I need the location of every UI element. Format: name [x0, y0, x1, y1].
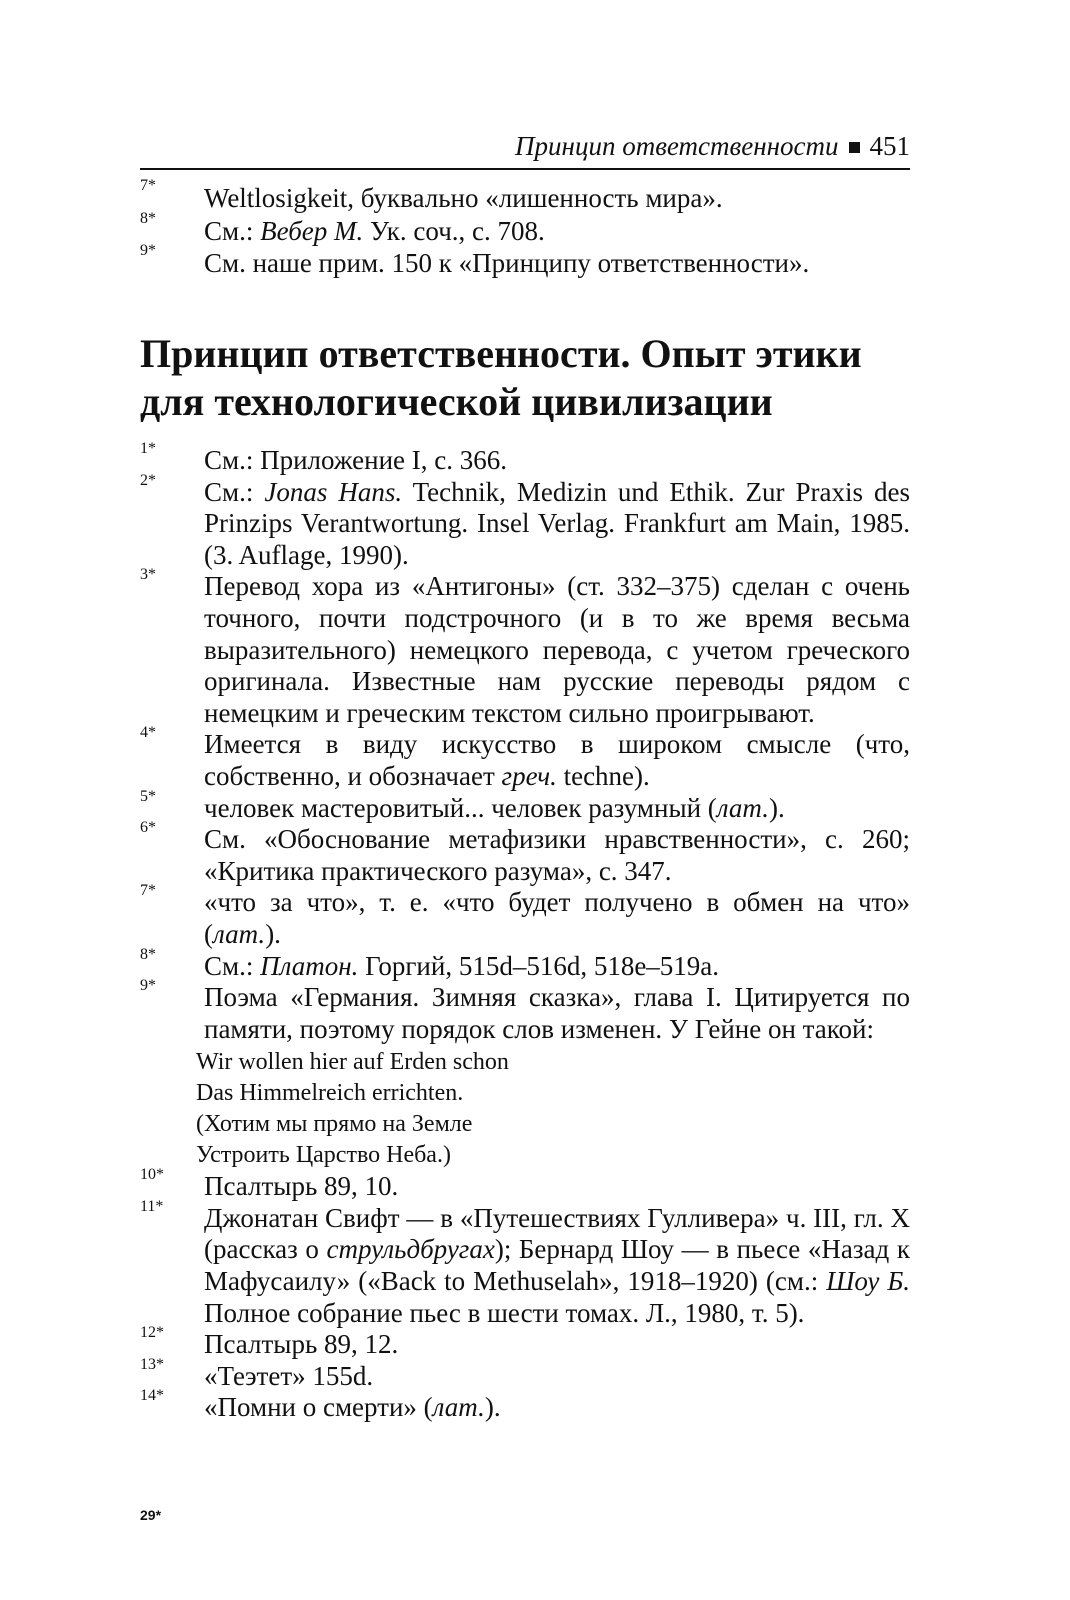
note-number: 2* [140, 471, 156, 489]
note-text: Псалтырь 89, 10. [204, 1171, 399, 1202]
note-text: См.: Вебер М. Ук. соч., с. 708. [204, 215, 545, 246]
note-item [140, 819, 910, 887]
note-number: 10* [140, 1166, 164, 1184]
note-text: См.: Jonas Hans. Technik, Medizin und Ethik. Zur Praxis des Prinzips Verantwortung. Insel Verlag. Frankfurt am Main, 1985. (3. Auflage, 1990). [204, 476, 910, 570]
note-item [140, 566, 910, 729]
note-number: 9* [140, 242, 156, 259]
note-item [140, 724, 910, 792]
note-number: 7* [140, 177, 156, 194]
note-item [140, 1197, 911, 1329]
note-item [140, 471, 910, 572]
note-text: «Теэтет» 155d. [204, 1360, 374, 1391]
note-number: 6* [140, 819, 156, 837]
note-item [140, 177, 910, 215]
running-head-title: Принцип ответственности [515, 131, 839, 161]
notes-list [140, 440, 911, 1424]
verse-quote [196, 1047, 910, 1171]
note-text: См.: Приложение I, с. 366. [204, 445, 507, 475]
note-text: См. «Обоснование метафизики нравственности», с. 260; «Критика практического разума», с. 347. [204, 824, 910, 886]
note-text: Перевод хора из «Антигоны» (ст. 332–375) сделан с очень точного, почти подстрочного (и в то же время весьма выразительного) немецкого перевода, с учетом греческого оригинала. Известные нам русские переводы рядом с немецким и греческим текстом сильно проигрывают. [204, 571, 910, 728]
note-number: 8* [140, 945, 156, 963]
note-text: Поэма «Германия. Зимняя сказка», глава I. Цитируется по памяти, поэтому порядок слов изменен. У Гейне он такой: [204, 982, 910, 1044]
square-bullet-icon [849, 142, 860, 153]
note-text: «Помни о смерти» (лат.). [204, 1392, 501, 1423]
verse-line: Устроить Царство Неба.) [196, 1142, 451, 1169]
note-text: человек мастеровитый... человек разумный (лат.). [204, 792, 785, 823]
note-number: 3* [140, 566, 156, 584]
printer-signature: 29* [140, 1507, 162, 1523]
running-head [140, 130, 910, 162]
note-number: 7* [140, 882, 156, 900]
note-number: 5* [140, 787, 156, 805]
notes-top [140, 177, 910, 280]
note-text: Псалтырь 89, 12. [204, 1329, 399, 1360]
note-item [140, 882, 910, 950]
note-text: См. наше прим. 150 к «Принципу ответственности». [204, 248, 810, 278]
section-title: Принцип ответственности. Опыт этики для технологической цивилизации [140, 331, 862, 424]
note-number: 11* [140, 1197, 164, 1215]
note-item [140, 1324, 910, 1361]
note-item [140, 209, 910, 248]
note-number: 12* [140, 1324, 164, 1342]
header-rule [140, 168, 910, 170]
note-item [140, 977, 910, 1045]
note-item [140, 787, 910, 825]
note-number: 8* [140, 209, 156, 227]
note-number: 14* [140, 1387, 164, 1405]
note-number: 1* [140, 440, 156, 457]
note-text: «что за что», т. е. «что будет получено в обмен на что» (лат.). [204, 887, 910, 949]
note-item [140, 1387, 910, 1424]
verse-line: (Хотим мы прямо на Земле [196, 1111, 473, 1138]
note-item [140, 440, 910, 477]
note-number: 4* [140, 724, 156, 742]
note-text: Weltlosigkeit, буквально «лишенность мира». [204, 183, 723, 213]
note-item [140, 242, 910, 280]
note-text: См.: Платон. Горгий, 515d–516d, 518e–519a. [204, 950, 720, 981]
verse-line: Wir wollen hier auf Erden schon [196, 1049, 509, 1076]
note-item [140, 1355, 910, 1393]
note-number: 13* [140, 1355, 164, 1373]
note-text: Джонатан Свифт — в «Путешествиях Гулливера» ч. III, гл. X (рассказ о струльдбругах); Бернард Шоу — в пьесе «Назад к Мафусаилу» («Back to Methuselah», 1918–1920) (см.: Шоу Б. Полное собрание пьес в шести томах. Л., 1980, т. 5). [204, 1202, 911, 1328]
note-number: 9* [140, 977, 156, 995]
note-item [140, 1166, 910, 1203]
note-item [140, 945, 910, 983]
note-text: Имеется в виду искусство в широком смысле (что, собственно, и обозначает греч. techne). [204, 729, 910, 791]
page-number: 451 [869, 131, 910, 161]
verse-line: Das Himmelreich errichten. [196, 1080, 464, 1107]
